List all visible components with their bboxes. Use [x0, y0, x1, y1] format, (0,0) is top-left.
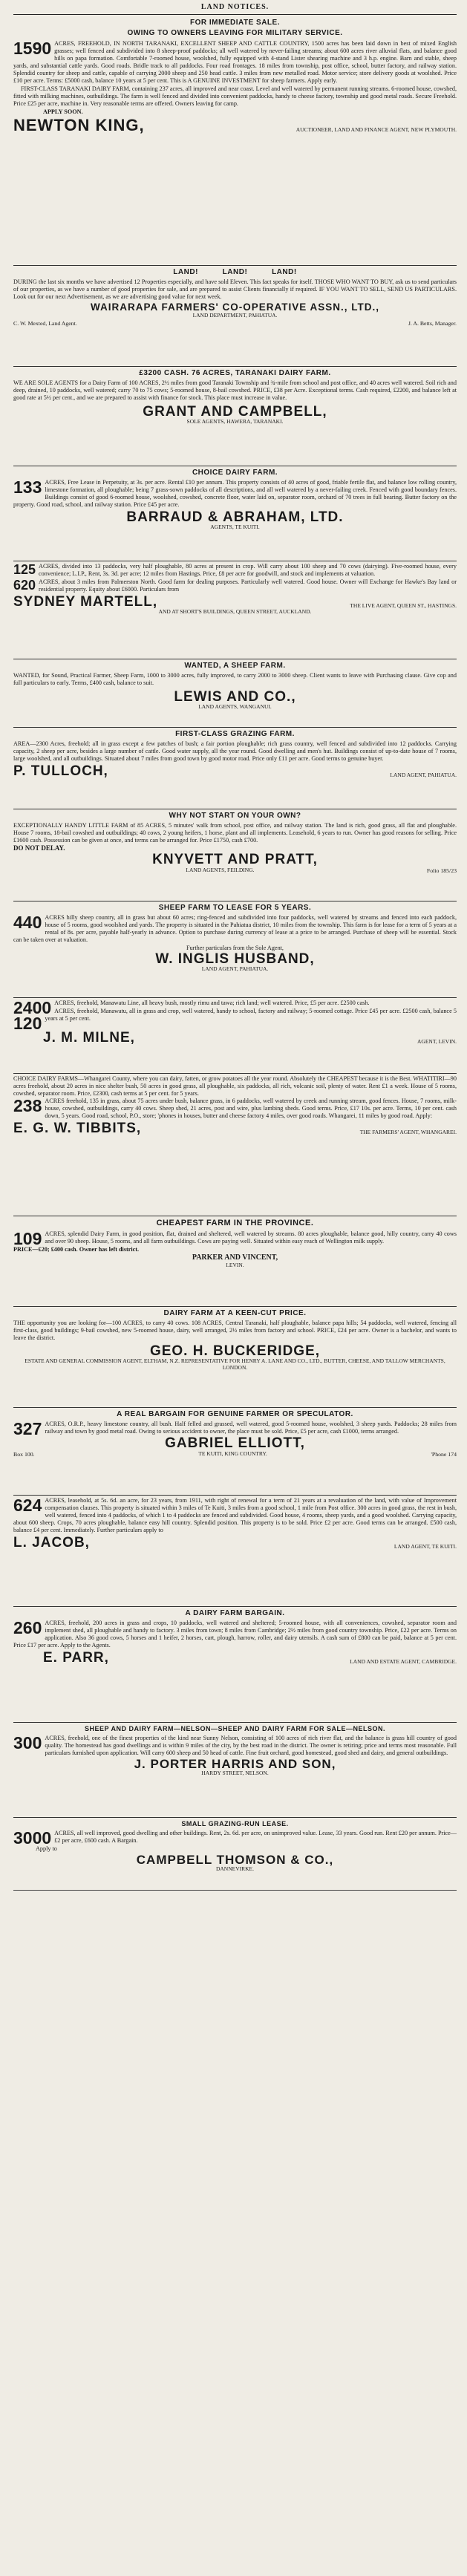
- ad-heading: WANTED, A SHEEP FARM.: [184, 662, 286, 671]
- ad-body: CHOICE DAIRY FARMS—Whangarei County, where you can dairy, fatten, or grow potatoes all the year round. Absolutely the CHEAPEST because it is the Best. WHATITIRI—90 acres freehold, about 20 acres in nice shelter bush, 50 acres in good grass, all ploughable, six paddocks, all rich, volcanic soil, plenty of water. Rent £1 a week. House of 5 rooms, cowshed, separator room. Price, £2300, cash terms at 5 per cent. for 5 years.: [13, 1075, 457, 1098]
- agent-name: NEWTON KING,: [13, 115, 145, 134]
- ad-text-2: FIRST-CLASS TARANAKI DAIRY FARM, containing 237 acres, all improved and near coast. Level and well watered by permanent running streams. 6-roomed house, cowshed, fitted with milking machines, outbuildings. The farm is well fenced and divided into convenient paddocks, handy to cheese factory, township and good metal roads. Secure Freehold. Price £25 per acre, machine in. Very reasonable terms are offered. Owners leaving for camp.: [13, 85, 457, 107]
- ad-text: ACRES, O.R.P., heavy limestone country, all bush. Half felled and grassed, well watered, good 5-roomed house, woolshed, 3 sheep yards. Paddocks; 28 miles from railway and town by good metal road. Owing to serious accident to owner, the place must be sold. Price, £5 per acre, cash £1000, terms arranged.: [45, 1421, 457, 1435]
- ad-text: ACRES, all well improved, good dwelling and other buildings. Rent, 2s. 6d. per acre, on unimproved value. Lease, 33 years. Good run. Rent £20 per annum. Price—£2 per acre, £600 cash. A Bargain.: [54, 1830, 457, 1845]
- agent-address: LAND AGENT, PAHIATUA.: [390, 771, 457, 778]
- signature-left: C. W. Mexted, Land Agent.: [13, 319, 77, 327]
- ad-parker-vincent: [13, 1216, 457, 1307]
- agent-address: LAND AND ESTATE AGENT, CAMBRIDGE.: [350, 1657, 457, 1665]
- ad-body: THE opportunity you are looking for—100 ACRES, to carry 40 cows. 108 ACRES, Central Taranaki, half ploughable, balance papa hills; 54 paddocks, well watered, fencing all first-class, good buildings; 9-bail cowshed, new 5-roomed house, dairy, well arranged, 2½ miles from factory and school. PRICE, £24 per acre. Owner is a bachelor, and wants to leave the district.: [13, 1320, 457, 1342]
- ad-text-2: ACRES freehold, 135 in grass, about 75 acres under bush, balance grass, in 6 paddocks, well watered by creek and running stream, good fences. House, 7 rooms, milk-house, cowshed, outbuildings, carry 40 cows. Sheep shed, 21 acres, post and wire, plus lambing sheds. Good terms. Price, £17 10s. per acre. Terms, 10 per cent. cash down, 5 years. Good road, school, P.O., store; 'phones in houses, butter and cheese factory 4 miles, over good roads. Whangarei, 11 miles by good road. Apply:: [45, 1098, 457, 1120]
- ad-subtext: Further particulars from the Sole Agent,: [186, 945, 284, 952]
- agent-block: [13, 1651, 457, 1665]
- ad-body: [13, 914, 457, 944]
- ad-text: ACRES, leasehold, at 5s. 6d. an acre, for 23 years, from 1911, with right of renewal for a term of 21 years at a revaluation of the land, with value of Improvement compensation clauses. This property is situated within 3 miles of Te Kuiti, 3 miles from a good school, 1 mile from Post office. 300 acres in good grass, the rest in bush, well watered, fenced into 4 paddocks, of which 1 to 4 paddocks are fenced and subdivided. Good house, 4 rooms, sheep yards, and a good woolshed. Carrying capacity, about 600 sheep. Crops, 70 acres ploughable, balance easy hill country. Splendid position. This property is to be sold. Price £2 per acre. Good terms can be arranged. £500 cash, balance £4 per cent. Immediately. Further particulars apply to: [13, 1497, 457, 1534]
- ad-heading: A DAIRY FARM BARGAIN.: [185, 1609, 285, 1618]
- acreage-number-2: 620: [13, 578, 36, 593]
- ad-campbell-thomson: [13, 1818, 457, 1891]
- ad-body: WANTED, for Sound, Practical Farmer, Sheep Farm, 1000 to 3000 acres, fully improved, to carry 2000 to 3000 sheep. Client wants to leave with Purchasing clause. Give cop and full particulars to early. Terms, £400 cash, balance to suit.: [13, 672, 457, 687]
- ad-porter-harris: [13, 1723, 457, 1818]
- agent-block: [13, 1536, 457, 1550]
- ad-heading: £3200 CASH. 76 ACRES, TARANAKI DAIRY FARM.: [139, 369, 331, 378]
- folio-reference: Folio 185/23: [426, 867, 457, 875]
- acreage-number: 1590: [13, 38, 52, 58]
- ad-body: [13, 479, 457, 509]
- agent-address: HARDY STREET, NELSON.: [201, 1770, 269, 1777]
- ad-wairarapa: [13, 266, 457, 367]
- agent-address: LAND DEPARTMENT, PAHIATUA.: [192, 311, 278, 319]
- agent-address: TE KUITI, KING COUNTRY.: [198, 1450, 267, 1458]
- agent-footer-row: [13, 867, 457, 875]
- agent-address: LAND AGENTS, WANGANUI.: [198, 703, 272, 711]
- agent-address: AGENT, LEVIN.: [417, 1037, 457, 1045]
- acreage-number: 440: [13, 913, 42, 933]
- agent-name: SYDNEY MARTELL,: [13, 594, 158, 610]
- ad-apply: DO NOT DELAY.: [13, 844, 65, 852]
- ad-body: AREA—2300 Acres, freehold; all in grass except a few patches of bush; a fair portion ploughable; rich grass country, well fenced and subdivided into 12 paddocks. Carrying capacity, 2 sheep per acre, besides a large number of cattle. Good water supply, all the year round. Good dwelling and men's hut. Buildings consist of up-to-date house of 7 rooms, large woolshed, and all outbuildings. Situated about 7 miles from good town by good motor road. Price only £11 per acre. Good terms to genuine buyer.: [13, 740, 457, 763]
- ad-heading: FIRST-CLASS GRAZING FARM.: [175, 730, 295, 739]
- ad-heading: LAND! LAND! LAND!: [173, 268, 297, 277]
- acreage-number: 300: [13, 1733, 42, 1753]
- agent-name: P. TULLOCH,: [13, 763, 108, 780]
- ad-text: ACRES, divided into 13 paddocks, very half ploughable, 80 acres at present in crop. Will carry about 100 sheep and 70 cows (dairying). Five-roomed house, every convenience; L.I.P., Rent, 3s. 3d. per acre; 12 miles from Hastings. Price, £8 per acre for goodwill, and stock and implements at valuation.: [39, 563, 457, 578]
- agent-footer-row: [13, 1451, 457, 1458]
- ad-heading: FOR IMMEDIATE SALE.: [190, 19, 280, 27]
- agent-name: BARRAUD & ABRAHAM, LTD.: [126, 509, 344, 526]
- ad-tulloch: [13, 728, 457, 809]
- agent-name: PARKER AND VINCENT,: [192, 1253, 278, 1262]
- agent-block: [13, 764, 457, 778]
- ad-apply: APPLY SOON.: [43, 108, 83, 115]
- ad-body: [13, 1830, 457, 1853]
- acreage-number: 133: [13, 477, 42, 498]
- ad-grant-campbell: [13, 367, 457, 466]
- acreage-number: 624: [13, 1496, 42, 1516]
- ad-price: PRICE—£20; £400 cash. Owner has left district.: [13, 1245, 140, 1253]
- ad-body: [13, 1419, 457, 1439]
- ad-heading: SHEEP AND DAIRY FARM—NELSON—SHEEP AND DAIRY FARM FOR SALE—NELSON.: [84, 1725, 386, 1733]
- ad-apply: Apply to: [36, 1845, 57, 1853]
- ad-text-2: ACRES, about 3 miles from Palmerston North. Good farm for dealing purposes. Particularly well watered. Good house. Owner will Exchange for Hawke's Bay land or residential property. Equity about £6000. Particulars from: [39, 578, 457, 593]
- ad-heading: A REAL BARGAIN FOR GENUINE FARMER OR SPECULATOR.: [117, 1410, 353, 1419]
- ad-heading: SHEEP FARM TO LEASE FOR 5 YEARS.: [158, 904, 312, 913]
- acreage-number-2: 120: [13, 1014, 42, 1034]
- ad-heading: CHEAPEST FARM IN THE PROVINCE.: [156, 1219, 314, 1228]
- agent-name: GRANT AND CAMPBELL,: [143, 404, 327, 420]
- agent-name: E. G. W. TIBBITS,: [13, 1121, 142, 1137]
- agent-name: WAIRARAPA FARMERS' CO-OPERATIVE ASSN., LTD.,: [91, 301, 379, 313]
- ad-text: ACRES, splendid Dairy Farm, in good position, flat, drained and sheltered, well watered by streams. 80 acres ploughable, balance good, hilly country, carry 40 cows and over 90 sheep. House, 5 rooms, and all farm outbuildings. Cows are paying well. Situated within easy reach of Wellington milk supply.: [45, 1230, 457, 1245]
- signature-right: J. A. Betts, Manager.: [408, 319, 457, 327]
- acreage-number: 109: [13, 1228, 42, 1248]
- agent-address: AGENTS, TE KUITI.: [210, 524, 260, 531]
- agent-block: [13, 117, 457, 134]
- ad-tibbits: [13, 1074, 457, 1216]
- ad-buckeridge: [13, 1307, 457, 1408]
- agent-address: DANNEVIRKE.: [215, 1865, 255, 1873]
- agent-name: GABRIEL ELLIOTT,: [165, 1435, 305, 1452]
- ad-body: [13, 40, 457, 116]
- agent-address: LEVIN.: [226, 1261, 244, 1268]
- agent-address: LAND AGENT, TE KUITI.: [393, 1542, 457, 1550]
- ad-jacob: [13, 1496, 457, 1607]
- ad-text: ACRES, freehold, 200 acres in grass and crops, 10 paddocks, well watered and sheltered; 5-roomed house, with all conveniences, cowshed, separator room and implement shed, all ploughable and handy to factory. 3 miles from town; 8 miles from Cambridge; 2½ miles from good country township. Price, £22 per acre. Terms on application. Also 36 good cows, 5 horses and 1 heifer, 2 horses, cart, plough, harrow, roller, and dairy utensils. A cash sum of £800 can be paid, balance at 5 per cent. Price £17 per acre. Apply to the Agents.: [13, 1620, 457, 1649]
- agent-name: CAMPBELL THOMSON & CO.,: [136, 1853, 334, 1868]
- ad-body: [13, 1497, 457, 1534]
- agent-block: [13, 1121, 457, 1135]
- acreage-number: 125: [13, 562, 36, 578]
- ad-body-2: [13, 1098, 457, 1120]
- ad-text: ACRES hilly sheep country, all in grass but about 60 acres; ring-fenced and subdivided into four paddocks, well watered by streams and fenced into each paddock, house of 5 rooms, good woolshed and yards. The property is situated in the Pahiatua district, 10 miles from the township. This farm is for lease for a term of 5 years at a rental of 8s. per acre, payable half-yearly in advance. Option to purchase during currency of lease at a price to be arranged. Purchase of sheep will be essential. Stock can be taken over at valuation.: [13, 914, 457, 944]
- ad-text: ACRES, Free Lease in Perpetuity, at 3s. per acre. Rental £10 per annum. This property consists of 40 acres of good, friable fertile flat, and balance low rolling country, limestone formation, all ploughable; being 7 grass-sown paddocks of all descriptions, and all well watered by a never-failing creek. Fenced with good boundary fences. Buildings consist of good 6-roomed house, woolshed, cowshed, concrete floor, water laid on, separator room, orchard of 70 trees in full bearing. Butter factory on the property. Good road, school, and railway station. Price £45 per acre.: [13, 479, 457, 509]
- agent-name: J. M. MILNE,: [43, 1030, 135, 1046]
- ad-gabriel-elliott: [13, 1408, 457, 1496]
- acreage-number: 2400: [13, 998, 52, 1018]
- ad-body: [13, 1620, 457, 1649]
- acreage-number: 3000: [13, 1828, 52, 1848]
- agent-address: AUCTIONEER, LAND AND FINANCE AGENT, NEW PLYMOUTH.: [295, 125, 457, 133]
- ad-heading: SMALL GRAZING-RUN LEASE.: [181, 1820, 289, 1828]
- agent-address: LAND AGENT, PAHIATUA.: [201, 965, 269, 973]
- agent-name: KNYVETT AND PRATT,: [152, 852, 318, 868]
- page-masthead: LAND NOTICES.: [13, 3, 457, 15]
- agent-address: THE FARMERS' AGENT, WHANGAREI.: [359, 1128, 457, 1135]
- ad-body: EXCEPTIONALLY HANDY LITTLE FARM of 85 ACRES, 5 minutes' walk from school, post office, and railway station. The land is rich, good grass, all flat and ploughable. House 7 rooms, 18-bail cowshed and outbuildings; 40 cows, 2 young heifers, 1 horse, plant and all implements. Leasehold, 6 years to run. Owner has good reasons for selling. Price £1600 cash. Possession can be given at once, and terms can be arranged for. Price £1750, cash £700.: [13, 822, 457, 844]
- agent-block: [13, 1031, 457, 1045]
- ad-body: [13, 1228, 457, 1248]
- acreage-number: 260: [13, 1618, 42, 1638]
- agent-address: ESTATE AND GENERAL COMMISSION AGENT, ELTHAM, N.Z. REPRESENTATIVE FOR HENRY A. LANE AND CO., LTD., BUTTER, CHEESE, AND TALLOW MERCHANTS, LONDON.: [25, 1357, 445, 1371]
- agent-name: GEO. H. BUCKERIDGE,: [149, 1343, 321, 1360]
- box-number: Box 100.: [13, 1451, 35, 1458]
- ad-heading: WHY NOT START ON YOUR OWN?: [169, 812, 301, 821]
- ad-body: [13, 1735, 457, 1757]
- signature-row: [13, 320, 457, 327]
- ad-barraud-abraham: [13, 466, 457, 561]
- agent-address: THE LIVE AGENT, QUEEN ST., HASTINGS.: [350, 601, 457, 609]
- acreage-number: 238: [13, 1096, 42, 1116]
- ad-body: WE ARE SOLE AGENTS for a Dairy Farm of 100 ACRES, 2½ miles from good Taranaki Township and ¾-mile from school and post office, and 40 acres well watered. Soil rich and deep, drained, 10 paddocks, well watered; carry 70 to 75 cows; 5-roomed house, 8-bail cowshed. PRICE, £38 per Acre. Exceptional terms. Cash required, £2200, and balance left at good rate at 5½ per cent., and we are prepared to assist with finance for stock. This place must increase in value.: [13, 379, 457, 402]
- ad-text: ACRES, freehold, one of the finest properties of the kind near Sunny Nelson, consisting of 100 acres of rich river flat, and the balance is grass hill country of good quality. The homestead has good dwellings and is within 9 miles of the city, by the best road in the district. The owner is retiring; price and terms most reasonable. Full particulars furnished upon application. Will carry 600 sheep and 50 head of cattle. Fine fruit orchard, good homestead, good shed and dairy, and general outbuildings.: [45, 1735, 457, 1757]
- acreage-number: 327: [13, 1419, 42, 1439]
- agent-name: LEWIS AND CO.,: [174, 689, 296, 705]
- ad-knyvett-pratt: [13, 809, 457, 901]
- ad-body: DURING the last six months we have advertised 12 Properties especially, and have sold Eleven. This fact speaks for itself. THOSE WHO WANT TO BUY, ask us to send particulars of our properties, as we have a number of good properties for sale, and are prepared to assist Clients financially if required. IF YOU WANT TO SELL, SEND US PARTICULARS. Look out for our next Advertisement, as we are advertising good value for next week.: [13, 278, 457, 301]
- ad-text: ACRES, freehold, Manawatu Line, all heavy bush, mostly rimu and tawa; rich land; well watered. Price, £5 per acre. £2500 cash.: [54, 1000, 370, 1007]
- agent-address: LAND AGENTS, FEILDING.: [186, 867, 255, 874]
- ad-jm-milne: [13, 998, 457, 1074]
- ad-newton-king: [13, 16, 457, 266]
- agent-address: SOLE AGENTS, HAWERA, TARANAKI.: [186, 418, 284, 425]
- phone-number: 'Phone 174: [431, 1451, 457, 1458]
- ad-sydney-martell: [13, 561, 457, 659]
- ad-inglis-husband: [13, 901, 457, 998]
- agent-name: L. JACOB,: [13, 1535, 90, 1551]
- ad-body: [13, 563, 457, 593]
- agent-block: [13, 595, 457, 609]
- agent-name: E. PARR,: [43, 1650, 109, 1666]
- ad-body: [13, 998, 457, 1034]
- ad-lewis-co: [13, 659, 457, 728]
- ad-heading: CHOICE DAIRY FARM.: [192, 469, 278, 477]
- ad-text: ACRES, FREEHOLD, IN NORTH TARANAKI, EXCELLENT SHEEP AND CATTLE COUNTRY, 1500 acres has been laid down in best of mixed English grasses; well fenced and subdivided into 8 sheep-proof paddocks; all well watered by never-failing streams; about 600 acres river alluvial flats, and balance good hills on papa formation. Comfortable 7-roomed house, woolshed, fully equipped with 4-stand Lister shearing machine and 3 h.p. engine. Barn and stable, sheep yards, and substantial cattle yards. Good roads. Bridle track to all paddocks. Four road frontages. 18 miles from township, post office, school, butter factory, and railway station. Splendid country for sheep and cattle, capable of carrying 2000 sheep and 250 head cattle. 3 miles from new metalled road. Motor service; store delivery goods at woolshed. Price £10 per acre. Terms: £5000 cash, balance 10 years at 5 per cent. This is A GENUINE INVESTMENT for sheep farmers. Apply early.: [13, 39, 457, 84]
- ad-subheading: OWING TO OWNERS LEAVING FOR MILITARY SERVICE.: [127, 29, 343, 38]
- ad-text-2: ACRES, freehold, Manawatu, all in grass and crop, well watered, handy to school, factory and railway; 5-roomed cottage. Price £45 per acre. £2500 cash, balance 5 years at 5 per cent.: [45, 1008, 457, 1023]
- ad-heading: DAIRY FARM AT A KEEN-CUT PRICE.: [163, 1309, 307, 1318]
- agent-name: J. PORTER HARRIS AND SON,: [134, 1757, 336, 1772]
- ad-parr: [13, 1607, 457, 1723]
- agent-name: W. INGLIS HUSBAND,: [155, 951, 315, 968]
- agent-address-2: AND AT SHORT'S BUILDINGS, QUEEN STREET, AUCKLAND.: [158, 608, 312, 616]
